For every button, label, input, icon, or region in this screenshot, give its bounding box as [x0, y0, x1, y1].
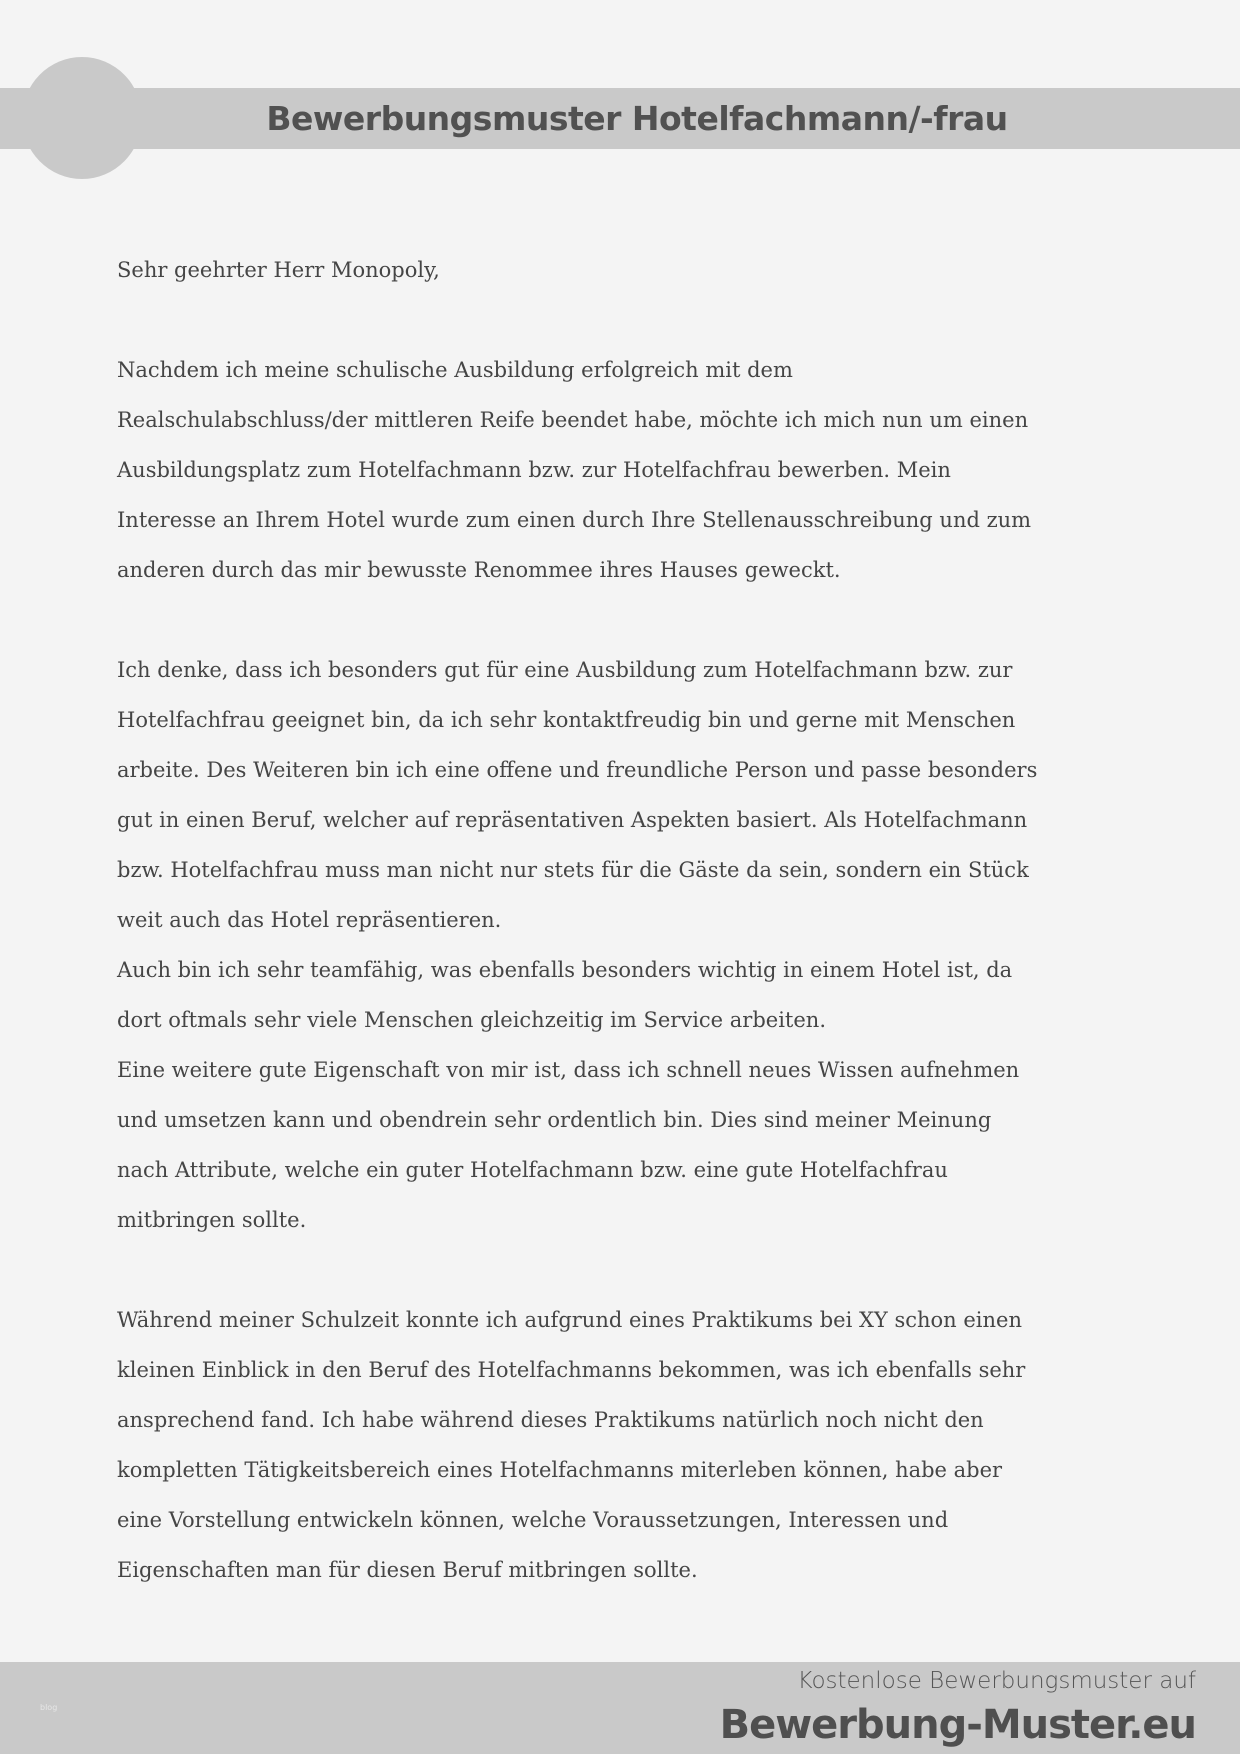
- footer-site-name: Bewerbung-Muster.eu: [719, 1702, 1196, 1748]
- watermark-text: blog: [40, 1703, 58, 1712]
- text-line: Auch bin ich sehr teamfähig, was ebenfalls besonders wichtig in einem Hotel ist, da: [117, 958, 1013, 982]
- text-line: Ausbildungsplatz zum Hotelfachmann bzw. zur Hotelfachfrau bewerben. Mein: [117, 458, 951, 482]
- text-line: mitbringen sollte.: [117, 1208, 307, 1232]
- paragraph: [117, 345, 1177, 595]
- text-line: Eine weitere gute Eigenschaft von mir ist, dass ich schnell neues Wissen aufnehmen: [117, 1058, 1020, 1082]
- text-line: Interesse an Ihrem Hotel wurde zum einen durch Ihre Stellenausschreibung und zum: [117, 508, 1032, 532]
- text-line: Während meiner Schulzeit konnte ich aufgrund eines Praktikums bei XY schon einen: [117, 1308, 1022, 1332]
- text-line: und umsetzen kann und obendrein sehr ordentlich bin. Dies sind meiner Meinung: [117, 1108, 992, 1132]
- text-line: Hotelfachfrau geeignet bin, da ich sehr kontaktfreudig bin und gerne mit Menschen: [117, 708, 1016, 732]
- text-line: Eigenschaften man für diesen Beruf mitbringen sollte.: [117, 1558, 698, 1582]
- paragraph: [117, 645, 1177, 1245]
- text-line: gut in einen Beruf, welcher auf repräsentativen Aspekten basiert. Als Hotelfachmann: [117, 808, 1028, 832]
- letter-body: [117, 245, 1177, 1645]
- text-line: Nachdem ich meine schulische Ausbildung erfolgreich mit dem: [117, 358, 793, 382]
- text-line: arbeite. Des Weiteren bin ich eine offene und freundliche Person und passe besonders: [117, 758, 1038, 782]
- text-line: Realschulabschluss/der mittleren Reife beendet habe, möchte ich mich nun um einen: [117, 408, 1029, 432]
- text-line: anderen durch das mir bewusste Renommee ihres Hauses geweckt.: [117, 558, 841, 582]
- paragraph: [117, 1295, 1177, 1595]
- text-line: bzw. Hotelfachfrau muss man nicht nur stets für die Gäste da sein, sondern ein Stück: [117, 858, 1029, 882]
- text-line: kompletten Tätigkeitsbereich eines Hotelfachmanns miterleben können, habe aber: [117, 1458, 1003, 1482]
- text-line: weit auch das Hotel repräsentieren.: [117, 908, 502, 932]
- page-title: Bewerbungsmuster Hotelfachmann/-frau: [266, 99, 1008, 138]
- salutation: Sehr geehrter Herr Monopoly,: [117, 258, 440, 282]
- text-line: dort oftmals sehr viele Menschen gleichzeitig im Service arbeiten.: [117, 1008, 826, 1032]
- text-line: eine Vorstellung entwickeln können, welche Voraussetzungen, Interessen und: [117, 1508, 949, 1532]
- text-line: kleinen Einblick in den Beruf des Hotelfachmanns bekommen, was ich ebenfalls sehr: [117, 1358, 1026, 1382]
- text-line: Ich denke, dass ich besonders gut für eine Ausbildung zum Hotelfachmann bzw. zur: [117, 658, 1013, 682]
- text-line: nach Attribute, welche ein guter Hotelfachmann bzw. eine gute Hotelfachfrau: [117, 1158, 948, 1182]
- text-line: ansprechend fand. Ich habe während dieses Praktikums natürlich noch nicht den: [117, 1408, 984, 1432]
- footer-tagline: Kostenlose Bewerbungsmuster auf: [797, 1668, 1196, 1694]
